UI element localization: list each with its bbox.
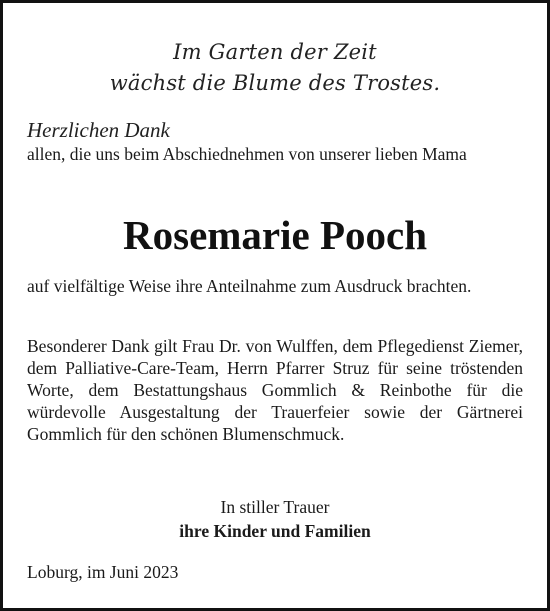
place-date: Loburg, im Juni 2023	[27, 562, 179, 582]
sympathy-paragraph: auf vielfältige Weise ihre Anteilnahme zum Ausdruck brachten.	[27, 276, 472, 296]
mourners: ihre Kinder und Familien	[179, 521, 371, 541]
motto-line-1: Im Garten der Zeit	[173, 40, 377, 64]
motto-line-2: wächst die Blume des Trostes.	[109, 71, 441, 95]
thanks-intro-text: allen, die uns beim Abschiednehmen von unserer lieben Mama	[27, 144, 467, 164]
closing-line: In stiller Trauer	[220, 497, 330, 517]
special-thanks-paragraph: Besonderer Dank gilt Frau Dr. von Wulffen, dem Pflegedienst Ziemer, dem Palliative-Care-Team, Herrn Pfarrer Struz für seine tröstenden Worte, dem Bestattungshaus Gommlich & Reinbothe für die würdevolle Ausgestaltung der Trauerfeier sowie der Gärtnerei Gommlich für den schönen Blumenschmuck.	[27, 336, 523, 444]
thanks-heading: Herzlichen Dank	[27, 118, 170, 142]
deceased-name: Rosemarie Pooch	[123, 212, 427, 258]
motto	[3, 37, 547, 99]
closing	[3, 495, 547, 543]
